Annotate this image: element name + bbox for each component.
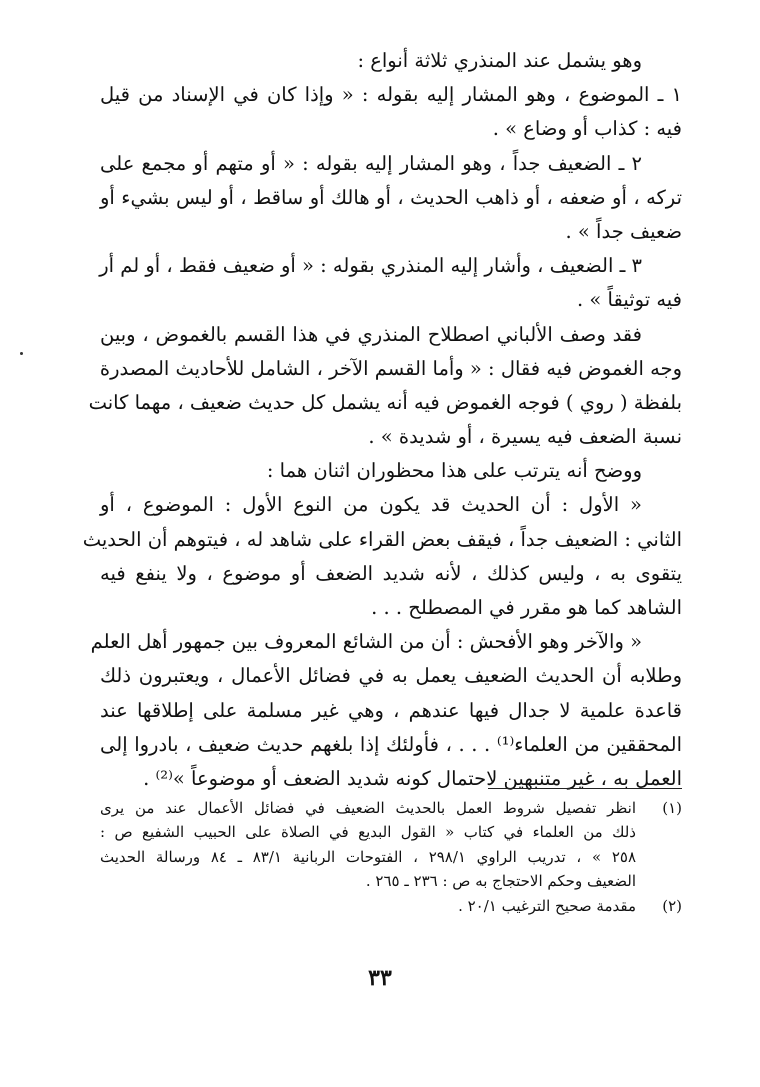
text-line: « والآخر وهو الأفحش : أن من الشائع المعروف بين جمهور أهل العلم (90, 630, 642, 654)
footnote-number: (٢) (662, 896, 682, 915)
text-line: قاعدة علمية لا جدال فيها عندهم ، وهي غير مسلمة على إطلاقها عند (100, 698, 682, 722)
text-line: ٣ ـ الضعيف ، وأشار إليه المنذري بقوله : « أو ضعيف فقط ، أو لم أر (99, 254, 642, 278)
text-line: ٢ ـ الضعيف جداً ، وهو المشار إليه بقوله : « أو متهم أو مجمع على (100, 151, 642, 175)
text-line: تركه ، أو ضعفه ، أو ذاهب الحديث ، أو هالك أو ساقط ، أو ليس بشيء أو (100, 185, 682, 209)
footnote-line (100, 894, 682, 918)
text-line: وهو يشمل عند المنذري ثلاثة أنواع : (357, 49, 642, 72)
text-line: « الأول : أن الحديث قد يكون من النوع الأول : الموضوع ، أو (100, 493, 642, 517)
text-line: المحققين من العلماء⁽¹⁾ . . . ، فأولئك إذا بلغهم حديث ضعيف ، بادروا إلى (100, 732, 682, 756)
footnote-text: ٢٥٨ » ، تدريب الراوي ٢٩٨/١ ، الفتوحات الربانية ٨٣/١ ـ ٨٤ ورسالة الحديث (100, 847, 636, 866)
footnote-divider (488, 788, 682, 789)
footnote-line (100, 869, 682, 893)
text-line: الشاهد كما هو مقرر في المصطلح . . . (371, 596, 682, 619)
text-line: ١ ـ الموضوع ، وهو المشار إليه بقوله : « وإذا كان في الإسناد من قيل (100, 83, 682, 107)
footnote-text: مقدمة صحيح الترغيب ٢٠/١ . (458, 896, 636, 915)
footnote-text: ذلك من العلماء في كتاب « القول البديع في الصلاة على الحبيب الشفيع ص : (100, 823, 636, 842)
text-line: فيه توثيقاً » . (576, 288, 682, 312)
text-line: نسبة الضعف فيه يسيرة ، أو شديدة » . (368, 425, 682, 449)
footnote-text: انظر تفصيل شروط العمل بالحديث الضعيف في فضائل الأعمال عند من يرى (100, 799, 636, 817)
text-line: ضعيف جداً » . (565, 219, 682, 243)
text-line: بلفظة ( روي ) فوجه الغموض فيه أنه يشمل كل حديث ضعيف ، مهما كانت (88, 390, 682, 414)
margin-dot (20, 352, 23, 355)
main-text (82, 44, 682, 796)
footnote-number: (١) (662, 799, 682, 817)
footnote-line (100, 845, 682, 869)
text-line: ووضح أنه يترتب على هذا محظوران اثنان هما : (266, 459, 642, 483)
text-line: العمل به ، غير متنبهين لاحتمال كونه شديد الضعف أو موضوعاً »⁽²⁾ . (143, 766, 682, 790)
text-line: يتقوى به ، وليس كذلك ، لأنه شديد الضعف أو موضوع ، ولا ينفع فيه (100, 561, 682, 585)
footnote-text: الضعيف وحكم الاحتجاج به ص : ٢٣٦ ـ ٢٦٥ . (365, 872, 636, 891)
footnote-line (100, 820, 682, 844)
text-line: فقد وصف الألباني اصطلاح المنذري في هذا القسم بالغموض ، وبين (100, 322, 642, 346)
text-line: وطلابه أن الحديث الضعيف يعمل به في فضائل الأعمال ، ويعتبرون ذلك (100, 664, 682, 688)
footnotes (100, 796, 682, 918)
text-line: فيه : كذاب أو وضاع » . (492, 117, 682, 141)
text-line: وجه الغموض فيه فقال : « وأما القسم الآخر ، الشامل للأحاديث المصدرة (99, 356, 682, 380)
text-line: الثاني : الضعيف جداً ، فيقف بعض القراء على شاهد له ، فيتوهم أن الحديث (82, 527, 682, 551)
footnote-line (100, 796, 682, 820)
page-number: ٣٣ (368, 965, 392, 991)
